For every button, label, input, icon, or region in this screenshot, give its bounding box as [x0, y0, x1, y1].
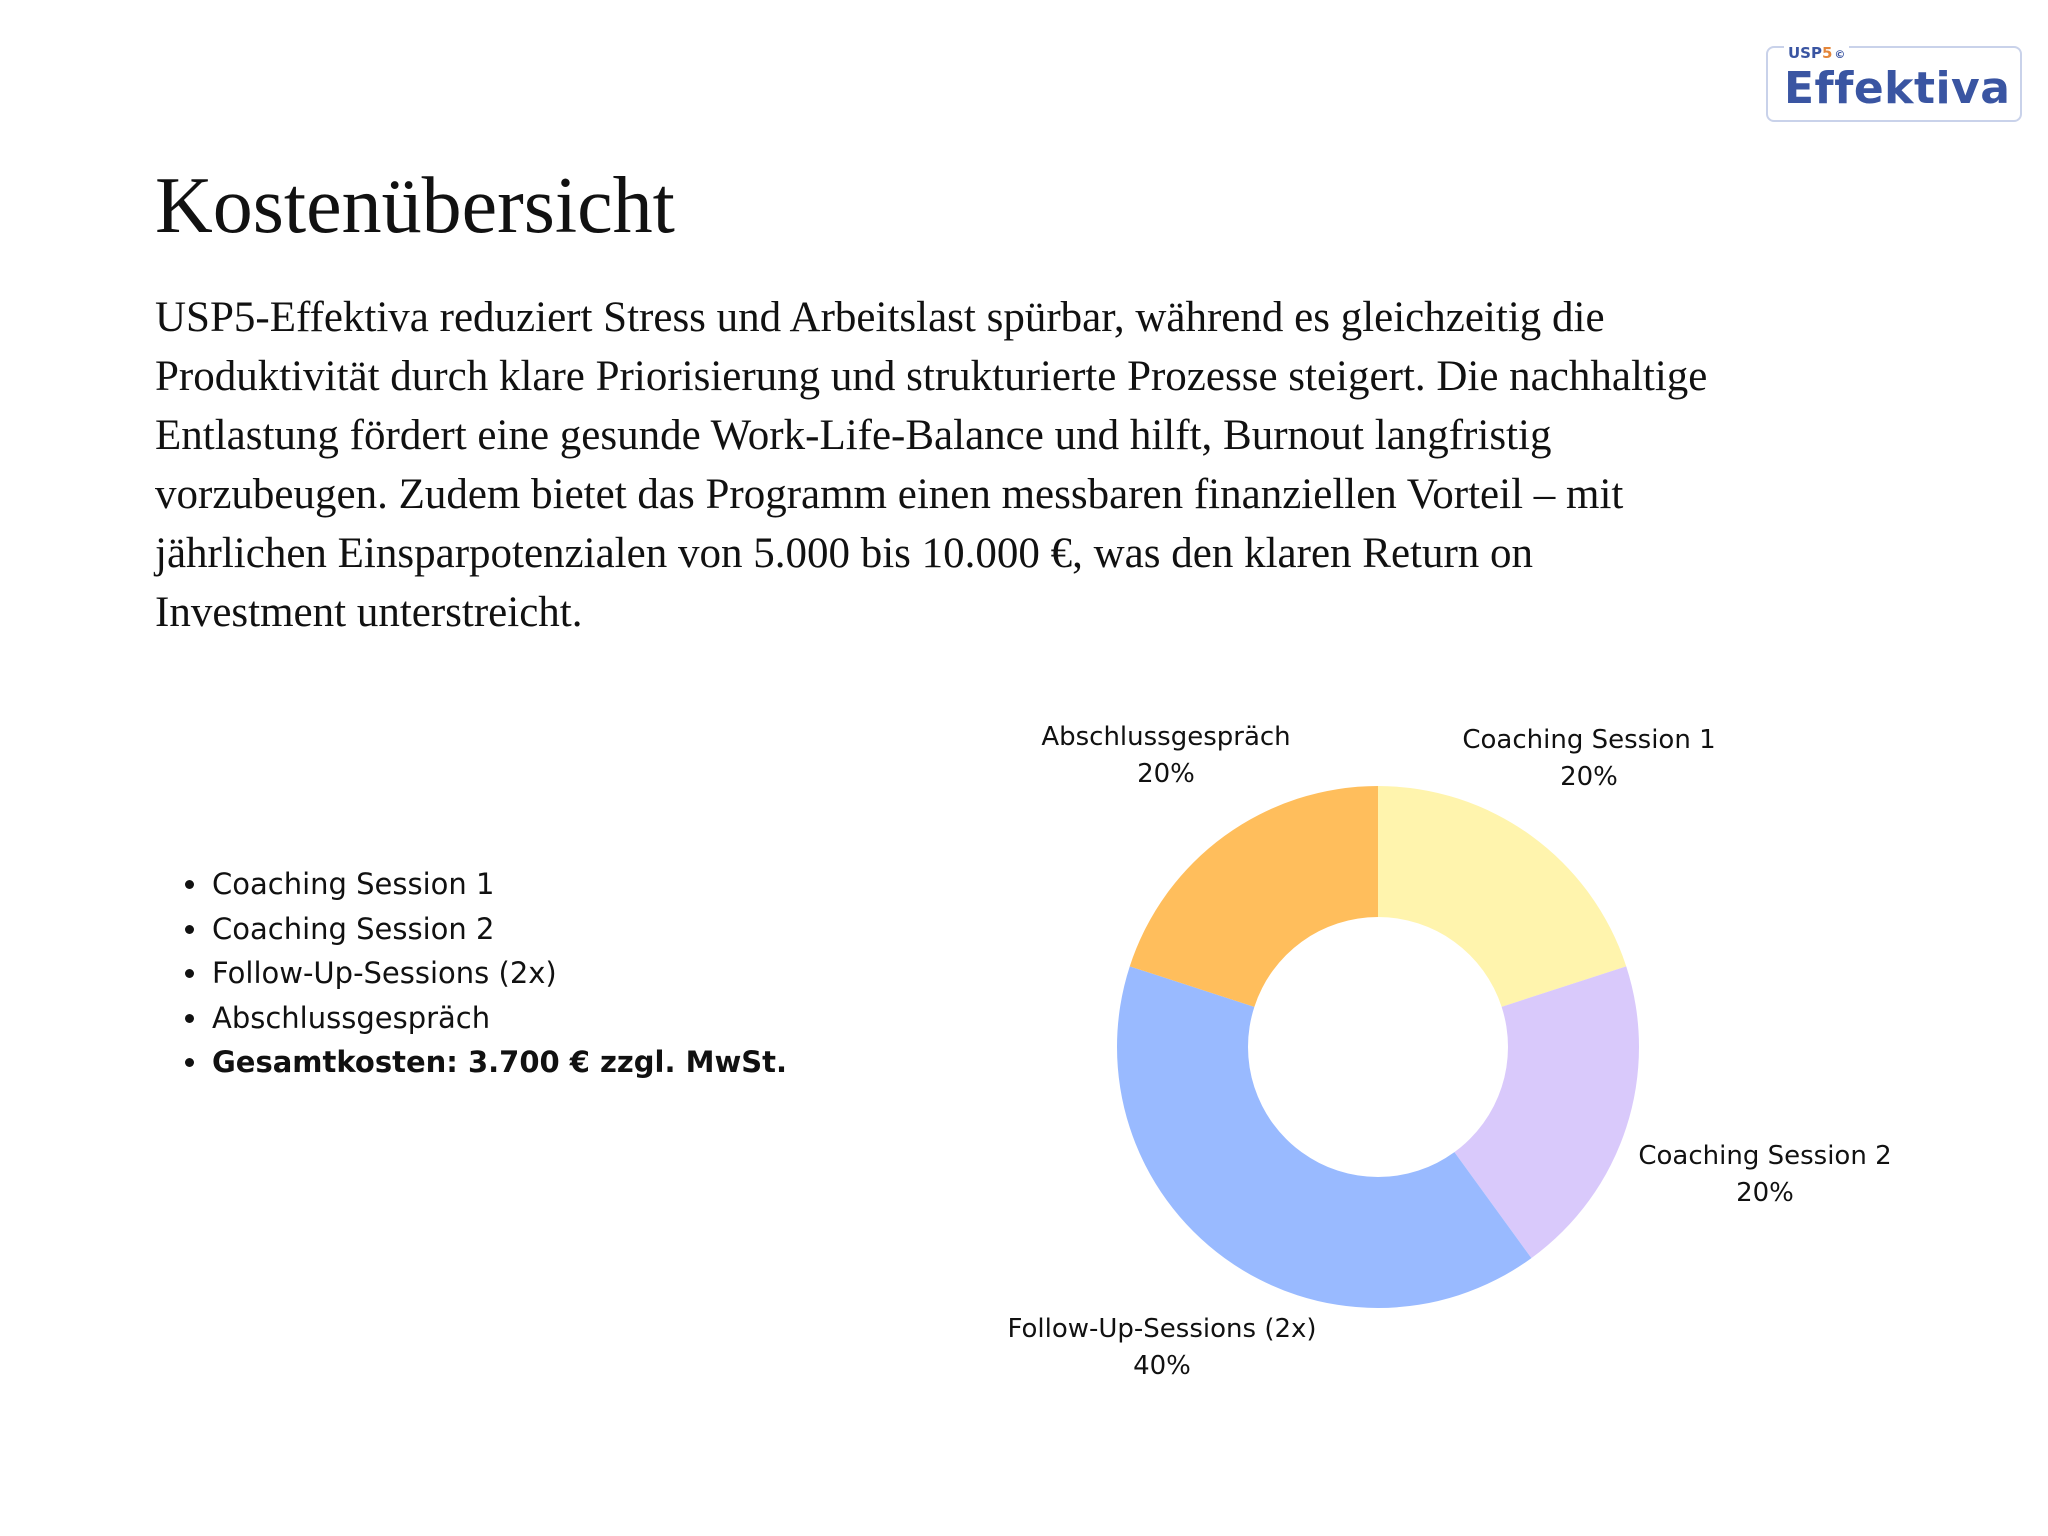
cost-item: • Follow-Up-Sessions (2x): [210, 951, 787, 996]
slice-label-coaching-1-value: 20%: [1560, 762, 1618, 792]
slice-label-abschlussgespraech-value: 20%: [1137, 759, 1195, 789]
donut-slices: [1117, 786, 1639, 1308]
cost-item: • Coaching Session 2: [210, 907, 787, 952]
slice-label-abschlussgespraech-name: Abschlussgespräch: [1041, 722, 1291, 752]
donut-slice-coaching-session-1: [1378, 786, 1626, 1007]
brand-small-number: 5: [1821, 44, 1833, 62]
brand-name: Effektiva: [1784, 63, 2011, 114]
cost-item: • Abschlussgespräch: [210, 996, 787, 1041]
brand-registered-icon: ©: [1834, 48, 1846, 61]
donut-slice-abschlussgespr-ch: [1130, 786, 1378, 1007]
brand-small-prefix: USP: [1788, 44, 1822, 62]
slice-label-coaching-2-value: 20%: [1736, 1178, 1794, 1208]
slice-label-follow-up-name: Follow-Up-Sessions (2x): [1007, 1314, 1317, 1344]
slice-label-coaching-2-name: Coaching Session 2: [1638, 1141, 1892, 1171]
donut-slice-follow-up-sessions-2x: [1117, 966, 1531, 1308]
page-title: Kostenübersicht: [155, 162, 675, 250]
cost-item: • Coaching Session 1: [210, 862, 787, 907]
slice-label-follow-up-value: 40%: [1133, 1351, 1191, 1381]
total-cost: • Gesamtkosten: 3.700 € zzgl. MwSt.: [210, 1040, 787, 1085]
intro-paragraph: USP5-Effektiva reduziert Stress und Arbeitslast spürbar, während es gleichzeitig die Produktivität durch klare Priorisierung und strukturierte Prozesse steigert. Die nachhaltige Entlastung fördert eine gesunde Work-Life-Balance und hilft, Burnout langfristig vorzubeugen. Zudem bietet das Programm einen messbaren finanziellen Vorteil – mit jährlichen Einsparpotenzialen von 5.000 bis 10.000 €, was den klaren Return on Investment unterstreicht.: [155, 294, 1708, 636]
slice-label-coaching-1-name: Coaching Session 1: [1462, 725, 1716, 755]
